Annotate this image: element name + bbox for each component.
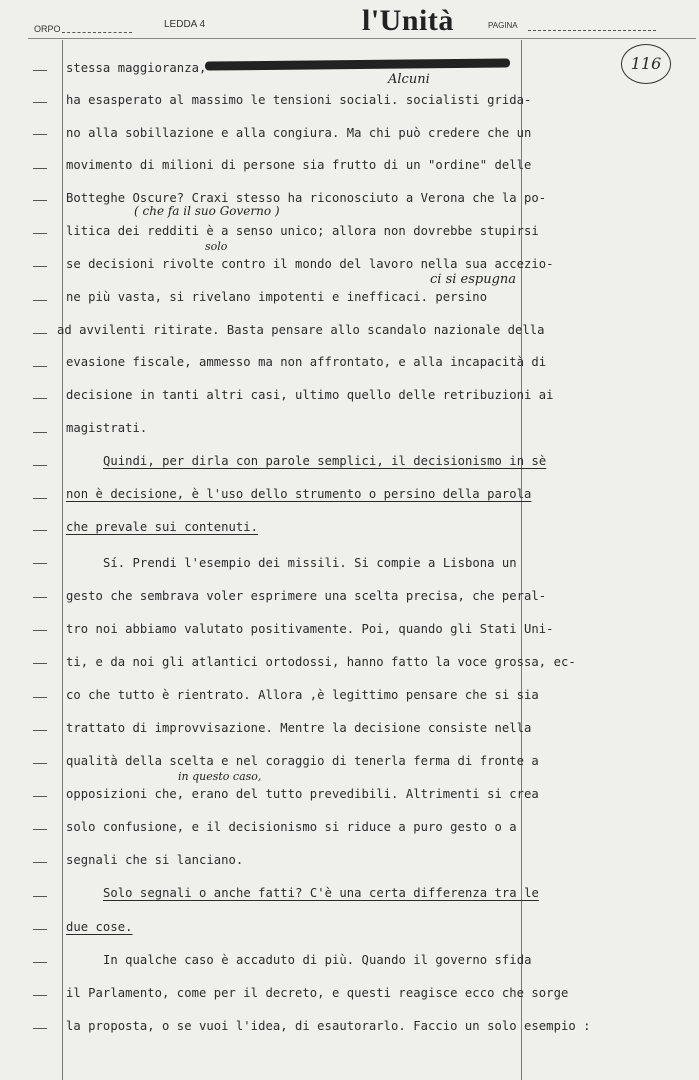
- text-line: litica dei redditi è a senso unico; allora non dovrebbe stupirsi: [66, 224, 539, 238]
- text-line: solo confusione, e il decisionismo si riduce a puro gesto o a: [66, 820, 517, 834]
- handwritten-in-questo-caso: in questo caso,: [178, 770, 262, 783]
- handwritten-alcuni: Alcuni: [388, 72, 430, 87]
- text-line: ha esasperato al massimo le tensioni sociali. socialisti grida-: [66, 93, 532, 107]
- text-line: In qualche caso è accaduto di più. Quando il governo sfida: [103, 953, 532, 967]
- text-line-question: non è decisione, è l'uso dello strumento o persino della parola: [66, 487, 532, 501]
- ledda-label: LEDDA 4: [164, 19, 206, 30]
- text-line: opposizioni che, erano del tutto prevedibili. Altrimenti si crea: [66, 787, 539, 801]
- text-line: evasione fiscale, ammesso ma non affrontato, e alla incapacità di: [66, 355, 547, 369]
- pagina-label: PAGINA: [488, 21, 518, 30]
- text-line: se decisioni rivolte contro il mondo del lavoro nella sua accezio-: [66, 257, 554, 271]
- text-line: magistrati.: [66, 421, 148, 435]
- handwritten-che-fa: ( che fa il suo Governo ): [134, 204, 280, 218]
- orpo-dotted-line: [62, 32, 132, 33]
- text-line: stessa maggioranza,: [66, 61, 207, 75]
- handwritten-solo: solo: [205, 240, 228, 253]
- text-line: movimento di milioni di persone sia frutto di un "ordine" delle: [66, 158, 532, 172]
- text-line: Sí. Prendi l'esempio dei missili. Si compie a Lisbona un: [103, 556, 517, 570]
- text-line: no alla sobillazione e alla congiura. Ma chi può credere che un: [66, 126, 532, 140]
- text-line: ne più vasta, si rivelano impotenti e inefficaci. persino: [66, 290, 488, 304]
- handwritten-ci-si-espugna: ci si espugna: [430, 272, 517, 287]
- text-line: decisione in tanti altri casi, ultimo quello delle retribuzioni ai: [66, 388, 554, 402]
- orpo-label: ORPO: [34, 24, 61, 34]
- text-line: trattato di improvvisazione. Mentre la decisione consiste nella: [66, 721, 532, 735]
- text-line: ad avvilenti ritirate. Basta pensare allo scandalo nazionale della: [57, 323, 545, 337]
- redaction-bar: [205, 58, 510, 70]
- text-line: il Parlamento, come per il decreto, e questi reagisce ecco che sorge: [66, 986, 569, 1000]
- text-line: ti, e da noi gli atlantici ortodossi, hanno fatto la voce grossa, ec-: [66, 655, 576, 669]
- text-line: qualità della scelta e nel coraggio di tenerla ferma di fronte a: [66, 754, 539, 768]
- text-line: tro noi abbiamo valutato positivamente. Poi, quando gli Stati Uni-: [66, 622, 554, 636]
- header-rule: [28, 38, 696, 39]
- pagina-dotted-line: [528, 30, 656, 31]
- masthead-title: l'Unità: [362, 4, 454, 37]
- handwritten-page-number: 116: [621, 44, 671, 84]
- text-line: segnali che si lanciano.: [66, 853, 244, 867]
- text-line: Botteghe Oscure? Craxi stesso ha riconosciuto a Verona che la po-: [66, 191, 547, 205]
- text-line-question: due cose.: [66, 920, 133, 934]
- text-line: la proposta, o se vuoi l'idea, di esautorarlo. Faccio un solo esempio :: [66, 1019, 591, 1033]
- text-line: gesto che sembrava voler esprimere una scelta precisa, che peral-: [66, 589, 547, 603]
- left-margin-line: [62, 40, 63, 1080]
- text-line-question: che prevale sui contenuti.: [66, 520, 259, 534]
- text-line-question: Quindi, per dirla con parole semplici, il decisionismo in sè: [103, 454, 547, 468]
- text-line-question: Solo segnali o anche fatti? C'è una certa differenza tra le: [103, 886, 539, 900]
- text-line: co che tutto è rientrato. Allora ,è legittimo pensare che si sia: [66, 688, 539, 702]
